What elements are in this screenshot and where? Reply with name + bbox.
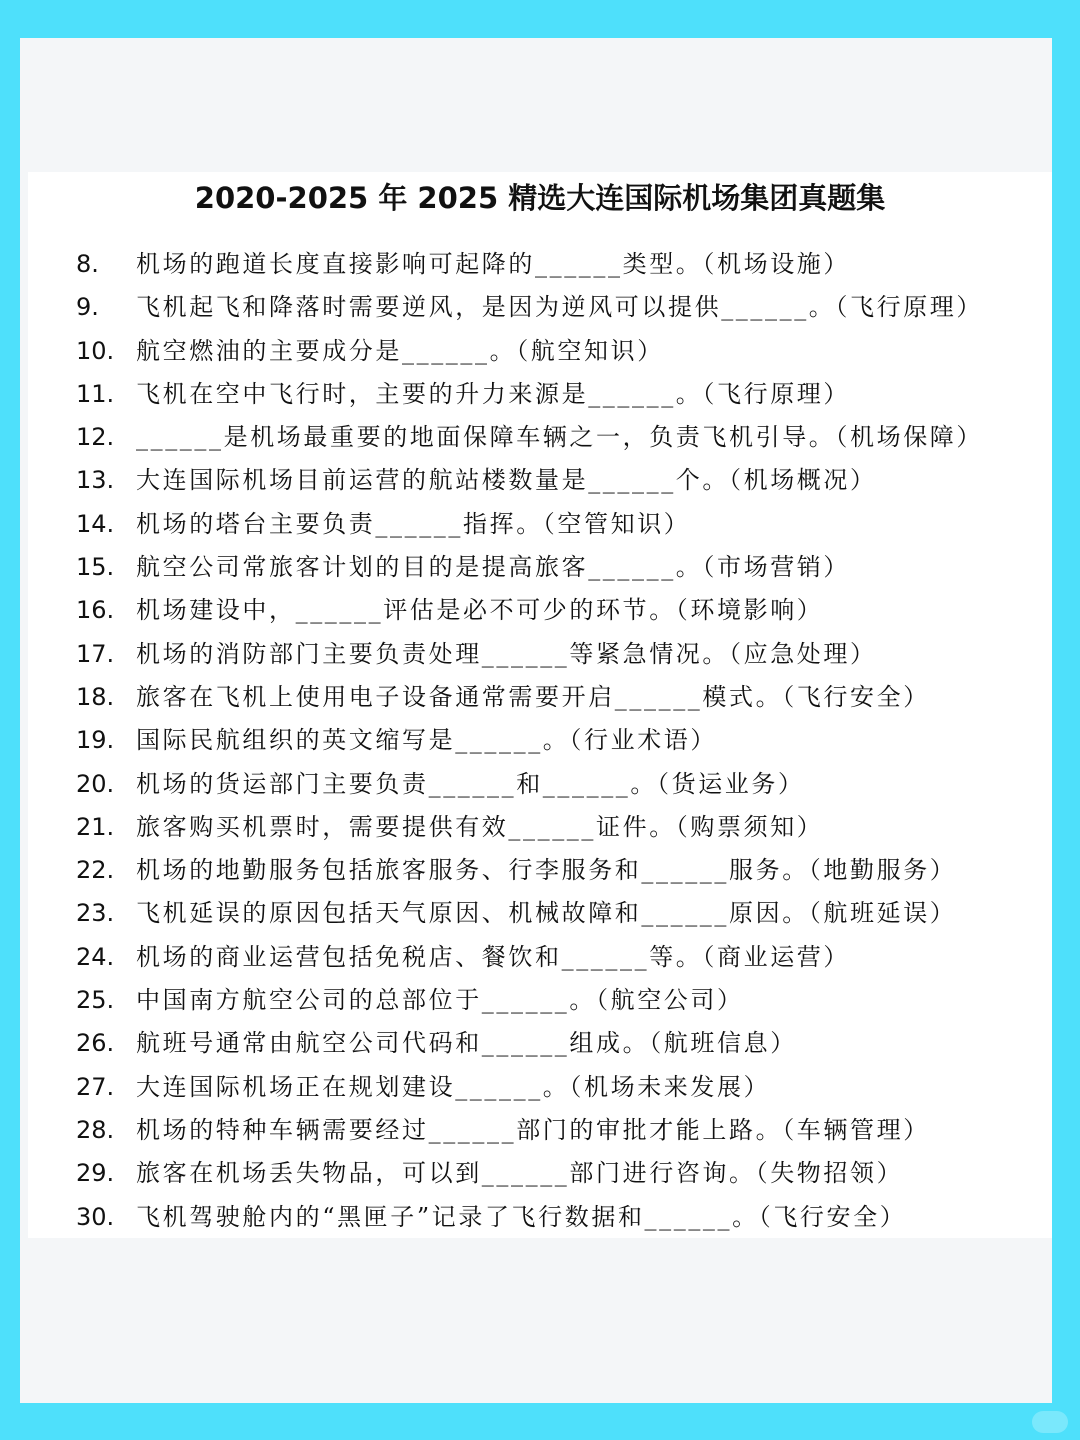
question-text: 飞机在空中飞行时，主要的升力来源是______。（飞行原理）	[136, 379, 850, 408]
question-item	[0, 286, 1080, 329]
question-item	[0, 849, 1080, 892]
question-text: 航空燃油的主要成分是______。（航空知识）	[136, 336, 664, 365]
question-text: 飞机延误的原因包括天气原因、机械故障和______原因。（航班延误）	[136, 899, 957, 928]
question-text: 飞机起飞和降落时需要逆风，是因为逆风可以提供______。（飞行原理）	[136, 293, 983, 322]
question-item	[0, 719, 1080, 762]
question-number: 24.	[76, 942, 115, 971]
question-number: 28.	[76, 1115, 115, 1144]
question-number: 11.	[76, 379, 115, 408]
question-text: 机场建设中，______评估是必不可少的环节。（环境影响）	[136, 596, 824, 625]
question-number: 18.	[76, 682, 115, 711]
question-item	[0, 243, 1080, 286]
question-number: 9.	[76, 293, 99, 322]
question-item	[0, 979, 1080, 1022]
question-number: 22.	[76, 856, 115, 885]
question-text: 机场的塔台主要负责______指挥。（空管知识）	[136, 509, 691, 538]
question-text: 机场的货运部门主要负责______和______。（货运业务）	[136, 769, 805, 798]
question-item	[0, 589, 1080, 632]
question-number: 10.	[76, 336, 115, 365]
question-number: 19.	[76, 726, 115, 755]
question-text: 飞机驾驶舱内的“黑匣子”记录了飞行数据和______。（飞行安全）	[136, 1202, 907, 1231]
question-item	[0, 1022, 1080, 1065]
question-text: 机场的地勤服务包括旅客服务、行李服务和______服务。（地勤服务）	[136, 856, 957, 885]
question-number: 25.	[76, 986, 115, 1015]
question-item	[0, 763, 1080, 806]
question-number: 13.	[76, 466, 115, 495]
page-title: 2020-2025 年 2025 精选大连国际机场集团真题集	[194, 181, 886, 215]
question-text: 机场的消防部门主要负责处理______等紧急情况。（应急处理）	[136, 639, 877, 668]
question-item	[0, 1152, 1080, 1195]
question-number: 15.	[76, 553, 115, 582]
question-text: 航班号通常由航空公司代码和______组成。（航班信息）	[136, 1029, 797, 1058]
question-list	[0, 243, 1080, 1239]
question-item	[0, 373, 1080, 416]
question-item	[0, 330, 1080, 373]
question-item	[0, 676, 1080, 719]
question-text: 机场的商业运营包括免税店、餐饮和______等。（商业运营）	[136, 942, 850, 971]
question-item	[0, 459, 1080, 502]
watermark-badge	[1032, 1411, 1068, 1433]
question-item	[0, 1066, 1080, 1109]
question-item	[0, 546, 1080, 589]
question-text: 旅客在飞机上使用电子设备通常需要开启______模式。（飞行安全）	[136, 682, 930, 711]
question-item	[0, 936, 1080, 979]
question-number: 20.	[76, 769, 115, 798]
question-number: 14.	[76, 509, 115, 538]
question-item	[0, 806, 1080, 849]
question-item	[0, 892, 1080, 935]
question-number: 30.	[76, 1202, 115, 1231]
question-item	[0, 1196, 1080, 1239]
question-text: 机场的跑道长度直接影响可起降的______类型。（机场设施）	[136, 250, 850, 278]
question-number: 26.	[76, 1029, 115, 1058]
question-number: 16.	[76, 596, 115, 625]
question-item	[0, 416, 1080, 459]
question-number: 8.	[76, 250, 99, 278]
question-number: 12.	[76, 423, 115, 452]
question-text: 机场的特种车辆需要经过______部门的审批才能上路。（车辆管理）	[136, 1115, 930, 1144]
question-item	[0, 503, 1080, 546]
question-text: 旅客在机场丢失物品，可以到______部门进行咨询。（失物招领）	[136, 1159, 904, 1188]
question-text: 旅客购买机票时，需要提供有效______证件。（购票须知）	[136, 812, 824, 841]
question-item	[0, 1109, 1080, 1152]
question-number: 29.	[76, 1159, 115, 1188]
question-text: 大连国际机场目前运营的航站楼数量是______个。（机场概况）	[136, 466, 877, 495]
question-item	[0, 633, 1080, 676]
question-number: 17.	[76, 639, 115, 668]
question-text: 大连国际机场正在规划建设______。（机场未来发展）	[136, 1072, 771, 1101]
question-text: 中国南方航空公司的总部位于______。（航空公司）	[136, 986, 744, 1015]
question-text: ______是机场最重要的地面保障车辆之一，负责飞机引导。（机场保障）	[136, 423, 983, 452]
question-number: 27.	[76, 1072, 115, 1101]
question-text: 航空公司常旅客计划的目的是提高旅客______。（市场营销）	[136, 553, 850, 582]
question-number: 23.	[76, 899, 115, 928]
question-number: 21.	[76, 812, 115, 841]
question-text: 国际民航组织的英文缩写是______。（行业术语）	[136, 726, 717, 755]
